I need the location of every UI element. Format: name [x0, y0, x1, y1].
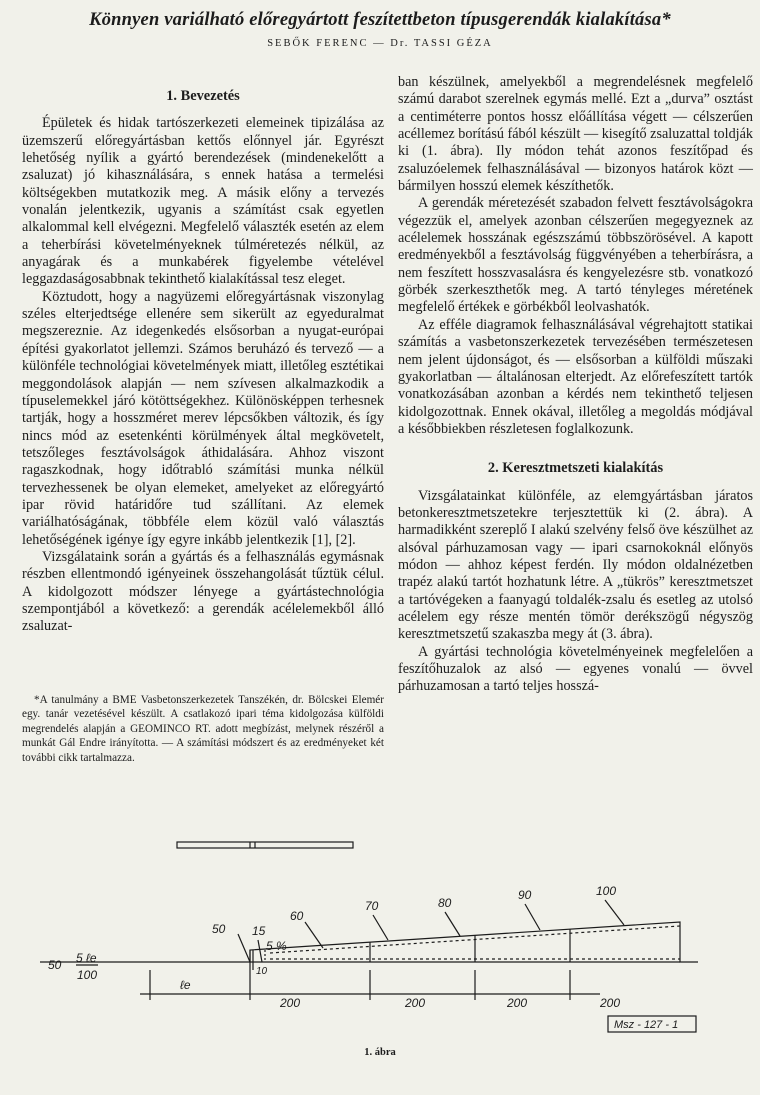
- label-slope: 5 %: [266, 939, 287, 953]
- paragraph: Vizsgálataink során a gyártás és a felhasználás egymásnak részben ellentmondó igényeinek összehangolását tűztük célul. A kidolgozott módszer lényege a gyártástechnológia szempontjából a következő: a gerendák acélelemekből álló zsaluzat-: [22, 548, 384, 635]
- dim-200: 200: [280, 996, 301, 1010]
- paragraph: Épületek és hidak tartószerkezeti elemeinek tipizálása az üzemszerű előregyártásban kettős előnnyel jár. Egyrészt lehetőség nyílik a gyártó berendezések (mindenekelőtt a zsaluzat) jó kihasználására, s ennek hatása a termelési költségekben mutatkozik meg. A másik előny a tervezés vonalán jelentkezik, ugyanis a számítást csak egyetlen alkalommal kell elvégezni. Megfelelő választék esetén az elem a teherbírási követelményeknek túlméretezés nélkül, az anyagárak és a munkabérek figyelembe vételével leggazdaságosabbnak tekinthető kialakítással tesz eleget.: [22, 115, 384, 288]
- section-2-heading: 2. Keresztmetszeti kialakítás: [487, 460, 664, 477]
- label-50: 50: [212, 922, 226, 936]
- paragraph: A gyártási technológia követelményeinek megfelelően a feszítőhuzalok az alsó — egyenes vonalú — övvel párhuzamosan a tartó teljes hosszá-: [398, 643, 753, 695]
- footnote-text: *A tanulmány a BME Vasbetonszerkezetek Tanszékén, dr. Bölcskei Elemér egy. tanár vezetésével készült. A csatlakozó ipari téma kidolgozása külföldi megrendelés alapján a GEOMINCO RT. adott megbízást, melynek részéről a munkát Gál Endre irányította. — A számítási módszert és az eredményeket két további cikk tartalmazza.: [22, 694, 384, 764]
- paragraph-continued: ban készülnek, amelyekből a megrendelésnek megfelelő számú darabot szerelnek egymás mellé. Ezt a „durva” osztást a centiméterre pontos hossz előállítása végett — célszerűen acéllemez borítású fából készült — kisegítő zsaluzattal toldják ki (1. ábra). Ily módon tehát azonos feszítőpad és zsaluzóelemek felhasználásával — bizonyos határok közt — bármilyen hosszú elemek készíthetők.: [398, 74, 753, 195]
- paragraph: A gerendák méretezését szabadon felvett fesztávolságokra végezzük el, amelyek azonban célszerűen megegyeznek az acélelemek hosszának egészszámú többszörösével. A kapott eredményekből a fesztávolság függvényében a teherbírásra, a nem feszített hosszvasalásra és kengyelezésre stb. vonatkozó görbék szerkeszthetők meg. A tartó tényleges méretének megfelelő értékek e görbékből leolvashatók.: [398, 195, 753, 316]
- paragraph: Köztudott, hogy a nagyüzemi előregyártásnak viszonylag széles elterjedtsége ellenére sem sikerült az egyeduralmat megszereznie. Az idegenkedés elsősorban a nyugat-európai építési gyakorlatot jellemzi. Számos beruházó és tervező — a különféle technológiai követelmények miatt, illetőleg esztétikai meggondolások alapján — nem szívesen alkalmazkodik a típuselemekkel járó kötöttségekhez. Különösképpen terhesnek tartják, hogy a hosszméret merev lépcsőkben változik, és így nincs mód az esetenkénti körülmények által megkövetelt, tetszőleges fesztávolságok áthidalására. Ahhoz viszont ragaszkodnak, hogy időtrabló számítási munka nélkül tervezhessenek be olyan elemeket, amelyeket az előregyártó ipar rövid határidőre tud szállítani. Az elemek variálhatóságának, többféle elem közül való választás lehetőségének igénye így egyre inkább jelentkezik [1], [2].: [22, 288, 384, 548]
- column-right: [398, 74, 753, 696]
- column-left: [22, 74, 384, 636]
- label-10: 10: [256, 966, 268, 977]
- figure-1: [40, 822, 740, 1062]
- reference-slab: [177, 842, 353, 848]
- paragraph: Az efféle diagramok felhasználásával végrehajtott statikai számítás a vasbetonszerkezetek tervezésében természetesen nem jelent újdonságot, és — elsősorban a külföldi műszaki gyakorlatban — általánosan elterjedt. Az előrefeszített tartók vonatkozásában azonban a kérdés nem tekinthető teljesen kidolgozottnak. Ennek okával, illetőleg a megoldás módjával a későbbiekben részletesen foglalkozunk.: [398, 316, 753, 437]
- left-label: 50: [48, 958, 62, 972]
- dim-200: 200: [405, 996, 426, 1010]
- paragraph: Vizsgálatainkat különféle, az elemgyártásban járatos betonkeresztmetszetekre terjesztettük ki (2. ábra). A harmadikként szereplő I alakú szelvény felső öve készülhet az alsóval párhuzamosan vagy — ipari csarnokoknál előnyös módon — ahhoz képest ferdén. Ily módon oldalnézetben trapéz alakú tartót hozhatunk létre. A „tükrös” keresztmetszet a tartóvégeken a faanyagú toldalék-zsalu és esetleg az utolsó acélelem egy része mentén tömör derékszögű négyszög keresztmetszetű szakaszba megy át (3. ábra).: [398, 487, 753, 643]
- section-1-heading: 1. Bevezetés: [166, 88, 240, 104]
- beam-outline: [40, 922, 698, 962]
- label-15: 15: [252, 924, 266, 938]
- figure-caption: 1. ábra: [364, 1047, 396, 1058]
- label-70: 70: [365, 899, 379, 913]
- article-title: Könnyen variálható előregyártott feszítettbeton típusgerendák kialakítása*: [89, 10, 671, 30]
- left-fraction-den: 100: [77, 968, 98, 982]
- label-90: 90: [518, 888, 532, 902]
- dim-200: 200: [507, 996, 528, 1010]
- dim-200: 200: [600, 996, 621, 1010]
- footnote: [22, 693, 384, 765]
- label-le: ℓe: [180, 978, 191, 992]
- left-fraction-num: 5 ℓe: [76, 951, 97, 965]
- label-80: 80: [438, 896, 452, 910]
- article-authors: SEBŐK FERENC — Dr. TASSI GÉZA: [267, 38, 493, 49]
- label-100: 100: [596, 884, 617, 898]
- label-60: 60: [290, 909, 304, 923]
- stamp-text: Msz - 127 - 1: [614, 1019, 679, 1031]
- beam-diagram: [40, 822, 740, 1052]
